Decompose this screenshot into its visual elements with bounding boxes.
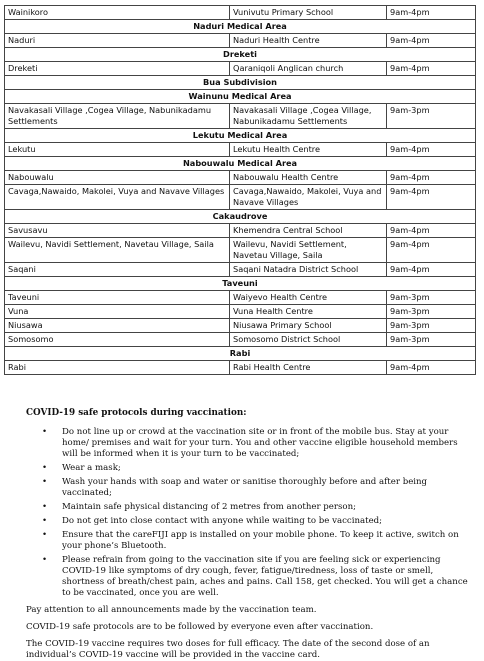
time-cell: 9am-4pm bbox=[387, 238, 476, 263]
vaccination-schedule-table bbox=[4, 5, 476, 375]
location-cell: Vuna bbox=[5, 305, 230, 319]
table-row bbox=[5, 62, 476, 76]
list-item bbox=[42, 555, 472, 599]
section-header-cell: Naduri Medical Area bbox=[5, 20, 476, 34]
bullet-icon: • bbox=[42, 530, 48, 540]
protocols-list bbox=[26, 427, 472, 599]
table-row bbox=[5, 104, 476, 129]
time-cell: 9am-4pm bbox=[387, 224, 476, 238]
list-item bbox=[42, 463, 472, 474]
section-header-row bbox=[5, 129, 476, 143]
list-item bbox=[42, 427, 472, 460]
section-header-row bbox=[5, 48, 476, 62]
venue-cell: Navakasali Village ,Cogea Village, Nabunikadamu Settlements bbox=[230, 104, 387, 129]
time-cell: 9am-3pm bbox=[387, 305, 476, 319]
location-cell: Lekutu bbox=[5, 143, 230, 157]
venue-cell: Waiyevo Health Centre bbox=[230, 291, 387, 305]
list-item-text: Ensure that the careFIJI app is installed on your mobile phone. To keep it active, switch on your phone’s Bluetooth. bbox=[62, 530, 459, 551]
venue-cell: Niusawa Primary School bbox=[230, 319, 387, 333]
list-item bbox=[42, 516, 472, 527]
note-paragraph: Pay attention to all announcements made by the vaccination team. bbox=[26, 605, 317, 615]
note-paragraph: COVID-19 safe protocols are to be followed by everyone even after vaccination. bbox=[26, 622, 374, 632]
location-cell: Saqani bbox=[5, 263, 230, 277]
location-cell: Savusavu bbox=[5, 224, 230, 238]
list-item-text: Please refrain from going to the vaccination site if you are feeling sick or experiencing COVID-19 like symptoms of dry cough, fever, fatigue/tiredness, loss of taste or smell, shortness of breath/chest pain, aches and pains. Call 158, get checked. You will get a chance to be vaccinated, once you are well. bbox=[62, 555, 468, 598]
table-row bbox=[5, 238, 476, 263]
venue-cell: Vunivutu Primary School bbox=[230, 6, 387, 20]
schedule-table-body bbox=[5, 6, 476, 375]
section-header-cell: Dreketi bbox=[5, 48, 476, 62]
time-cell: 9am-3pm bbox=[387, 319, 476, 333]
list-item bbox=[42, 530, 472, 552]
section-header-row bbox=[5, 157, 476, 171]
location-cell: Taveuni bbox=[5, 291, 230, 305]
table-row bbox=[5, 319, 476, 333]
bullet-icon: • bbox=[42, 463, 48, 473]
venue-cell: Khemendra Central School bbox=[230, 224, 387, 238]
table-row bbox=[5, 291, 476, 305]
section-header-row bbox=[5, 20, 476, 34]
time-cell: 9am-4pm bbox=[387, 171, 476, 185]
venue-cell: Vuna Health Centre bbox=[230, 305, 387, 319]
venue-cell: Qaraniqoli Anglican church bbox=[230, 62, 387, 76]
table-row bbox=[5, 224, 476, 238]
location-cell: Navakasali Village ,Cogea Village, Nabunikadamu Settlements bbox=[5, 104, 230, 129]
section-header-cell: Wainunu Medical Area bbox=[5, 90, 476, 104]
bullet-icon: • bbox=[42, 427, 48, 437]
venue-cell: Saqani Natadra District School bbox=[230, 263, 387, 277]
bullet-icon: • bbox=[42, 516, 48, 526]
table-row bbox=[5, 361, 476, 375]
section-header-cell: Cakaudrove bbox=[5, 210, 476, 224]
section-header-row bbox=[5, 210, 476, 224]
location-cell: Rabi bbox=[5, 361, 230, 375]
section-header-row bbox=[5, 76, 476, 90]
venue-cell: Nabouwalu Health Centre bbox=[230, 171, 387, 185]
table-row bbox=[5, 171, 476, 185]
bullet-icon: • bbox=[42, 477, 48, 487]
venue-cell: Naduri Health Centre bbox=[230, 34, 387, 48]
table-row bbox=[5, 34, 476, 48]
time-cell: 9am-4pm bbox=[387, 263, 476, 277]
time-cell: 9am-4pm bbox=[387, 6, 476, 20]
location-cell: Wainikoro bbox=[5, 6, 230, 20]
time-cell: 9am-4pm bbox=[387, 143, 476, 157]
note-paragraph: The COVID-19 vaccine requires two doses for full efficacy. The date of the second dose of an individual’s COVID-19 vaccine will be provided in the vaccine card. bbox=[26, 639, 430, 660]
table-row bbox=[5, 305, 476, 319]
list-item bbox=[42, 502, 472, 513]
list-item-text: Do not get into close contact with anyone while waiting to be vaccinated; bbox=[62, 516, 383, 526]
section-header-cell: Taveuni bbox=[5, 277, 476, 291]
table-row bbox=[5, 143, 476, 157]
list-item-text: Wash your hands with soap and water or sanitise thoroughly before and after being vaccinated; bbox=[62, 477, 428, 498]
section-header-cell: Lekutu Medical Area bbox=[5, 129, 476, 143]
table-row bbox=[5, 185, 476, 210]
time-cell: 9am-4pm bbox=[387, 34, 476, 48]
list-item-text: Do not line up or crowd at the vaccination site or in front of the mobile bus. Stay at your home/ premises and wait for your turn. You and other vaccine eligible household members will be informed when it is your turn to be vaccinated; bbox=[62, 427, 458, 459]
venue-cell: Rabi Health Centre bbox=[230, 361, 387, 375]
section-header-row bbox=[5, 90, 476, 104]
time-cell: 9am-4pm bbox=[387, 361, 476, 375]
venue-cell: Wailevu, Navidi Settlement, Navetau Village, Saila bbox=[230, 238, 387, 263]
section-header-row bbox=[5, 277, 476, 291]
location-cell: Naduri bbox=[5, 34, 230, 48]
location-cell: Nabouwalu bbox=[5, 171, 230, 185]
bullet-icon: • bbox=[42, 555, 48, 565]
table-row bbox=[5, 263, 476, 277]
location-cell: Dreketi bbox=[5, 62, 230, 76]
time-cell: 9am-3pm bbox=[387, 291, 476, 305]
venue-cell: Cavaga,Nawaido, Makolei, Vuya and Navave Villages bbox=[230, 185, 387, 210]
location-cell: Niusawa bbox=[5, 319, 230, 333]
list-item-text: Maintain safe physical distancing of 2 metres from another person; bbox=[62, 502, 357, 512]
bullet-icon: • bbox=[42, 502, 48, 512]
location-cell: Wailevu, Navidi Settlement, Navetau Village, Saila bbox=[5, 238, 230, 263]
time-cell: 9am-3pm bbox=[387, 333, 476, 347]
section-header-row bbox=[5, 347, 476, 361]
list-item-text: Wear a mask; bbox=[62, 463, 121, 473]
list-item bbox=[42, 477, 472, 499]
section-header-cell: Nabouwalu Medical Area bbox=[5, 157, 476, 171]
venue-cell: Lekutu Health Centre bbox=[230, 143, 387, 157]
time-cell: 9am-4pm bbox=[387, 62, 476, 76]
time-cell: 9am-3pm bbox=[387, 104, 476, 129]
venue-cell: Somosomo District School bbox=[230, 333, 387, 347]
location-cell: Cavaga,Nawaido, Makolei, Vuya and Navave Villages bbox=[5, 185, 230, 210]
protocols-notes bbox=[26, 605, 472, 661]
location-cell: Somosomo bbox=[5, 333, 230, 347]
section-header-cell: Rabi bbox=[5, 347, 476, 361]
protocols-heading: COVID-19 safe protocols during vaccination: bbox=[26, 408, 247, 418]
protocols-section bbox=[26, 408, 472, 661]
section-header-cell: Bua Subdivision bbox=[5, 76, 476, 90]
time-cell: 9am-4pm bbox=[387, 185, 476, 210]
table-row bbox=[5, 6, 476, 20]
table-row bbox=[5, 333, 476, 347]
